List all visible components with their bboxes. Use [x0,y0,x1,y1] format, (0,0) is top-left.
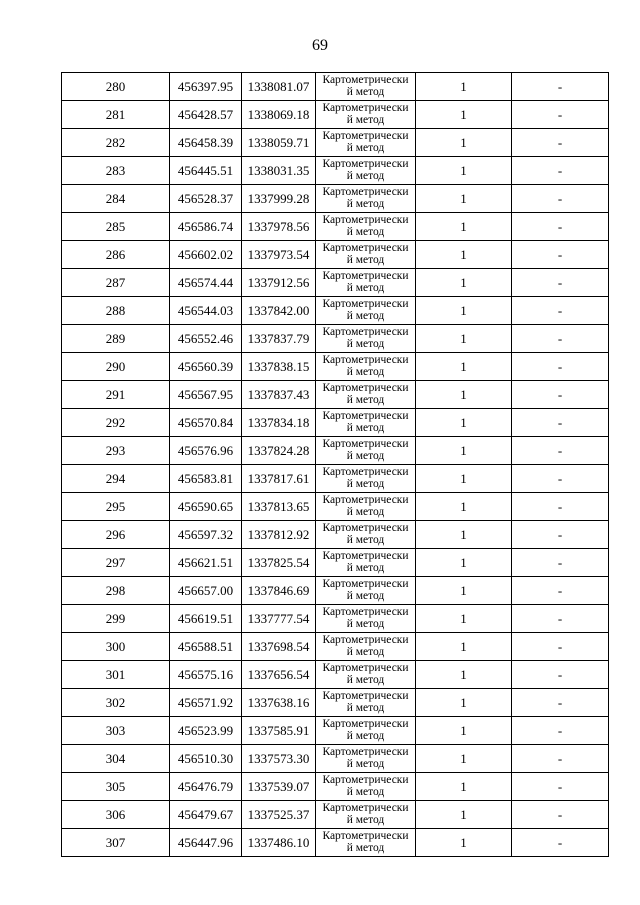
y-coordinate-cell: 1337846.69 [242,577,316,605]
method-line-1: Картометрически [322,298,409,310]
x-coordinate-cell: 456476.79 [170,773,242,801]
x-coordinate-cell: 456576.96 [170,437,242,465]
note-cell: - [512,437,609,465]
method-line-1: Картометрически [322,718,409,730]
method-line-2: й метод [346,170,385,182]
note-cell: - [512,605,609,633]
y-coordinate-cell: 1337812.92 [242,521,316,549]
precision-cell: 1 [416,325,512,353]
method-line-2: й метод [346,590,385,602]
point-number-cell: 306 [62,801,170,829]
y-coordinate-cell: 1337486.10 [242,829,316,857]
point-number-cell: 284 [62,185,170,213]
point-number-cell: 307 [62,829,170,857]
x-coordinate-cell: 456570.84 [170,409,242,437]
method-line-1: Картометрически [322,802,409,814]
y-coordinate-cell: 1337539.07 [242,773,316,801]
table-row [62,717,609,745]
method-line-1: Картометрически [322,578,409,590]
coordinates-table [61,72,609,857]
x-coordinate-cell: 456621.51 [170,549,242,577]
table-row [62,73,609,101]
note-cell: - [512,241,609,269]
method-cell [316,185,416,213]
y-coordinate-cell: 1337825.54 [242,549,316,577]
y-coordinate-cell: 1338059.71 [242,129,316,157]
method-line-1: Картометрически [322,438,409,450]
point-number-cell: 292 [62,409,170,437]
method-cell [316,465,416,493]
x-coordinate-cell: 456397.95 [170,73,242,101]
method-cell [316,101,416,129]
y-coordinate-cell: 1337973.54 [242,241,316,269]
method-cell [316,213,416,241]
point-number-cell: 302 [62,689,170,717]
precision-cell: 1 [416,745,512,773]
x-coordinate-cell: 456445.51 [170,157,242,185]
method-line-1: Картометрически [322,466,409,478]
page-number: 69 [312,37,328,54]
note-cell: - [512,801,609,829]
table-row [62,605,609,633]
method-cell [316,241,416,269]
method-line-2: й метод [346,786,385,798]
note-cell: - [512,717,609,745]
table-row [62,241,609,269]
x-coordinate-cell: 456567.95 [170,381,242,409]
table-row [62,185,609,213]
note-cell: - [512,157,609,185]
point-number-cell: 280 [62,73,170,101]
method-line-1: Картометрически [322,158,409,170]
precision-cell: 1 [416,269,512,297]
precision-cell: 1 [416,409,512,437]
note-cell: - [512,353,609,381]
x-coordinate-cell: 456510.30 [170,745,242,773]
x-coordinate-cell: 456571.92 [170,689,242,717]
note-cell: - [512,213,609,241]
y-coordinate-cell: 1337978.56 [242,213,316,241]
method-line-1: Картометрически [322,690,409,702]
note-cell: - [512,465,609,493]
method-cell [316,633,416,661]
x-coordinate-cell: 456588.51 [170,633,242,661]
note-cell: - [512,129,609,157]
y-coordinate-cell: 1337842.00 [242,297,316,325]
point-number-cell: 286 [62,241,170,269]
method-line-1: Картометрически [322,270,409,282]
method-line-1: Картометрически [322,774,409,786]
x-coordinate-cell: 456479.67 [170,801,242,829]
x-coordinate-cell: 456583.81 [170,465,242,493]
method-cell [316,829,416,857]
note-cell: - [512,101,609,129]
method-line-1: Картометрически [322,74,409,86]
method-line-2: й метод [346,506,385,518]
method-line-1: Картометрически [322,102,409,114]
precision-cell: 1 [416,73,512,101]
method-line-1: Картометрически [322,522,409,534]
table-row [62,269,609,297]
method-cell [316,773,416,801]
point-number-cell: 301 [62,661,170,689]
note-cell: - [512,185,609,213]
method-line-2: й метод [346,198,385,210]
y-coordinate-cell: 1338031.35 [242,157,316,185]
point-number-cell: 293 [62,437,170,465]
method-cell [316,409,416,437]
method-line-1: Картометрически [322,662,409,674]
note-cell: - [512,493,609,521]
precision-cell: 1 [416,353,512,381]
note-cell: - [512,73,609,101]
method-line-2: й метод [346,422,385,434]
precision-cell: 1 [416,661,512,689]
method-line-2: й метод [346,338,385,350]
table-row [62,493,609,521]
table-row [62,409,609,437]
note-cell: - [512,325,609,353]
method-cell [316,157,416,185]
precision-cell: 1 [416,297,512,325]
point-number-cell: 296 [62,521,170,549]
table-row [62,661,609,689]
x-coordinate-cell: 456586.74 [170,213,242,241]
point-number-cell: 299 [62,605,170,633]
method-cell [316,437,416,465]
method-cell [316,353,416,381]
y-coordinate-cell: 1337698.54 [242,633,316,661]
x-coordinate-cell: 456458.39 [170,129,242,157]
method-cell [316,325,416,353]
x-coordinate-cell: 456552.46 [170,325,242,353]
precision-cell: 1 [416,465,512,493]
precision-cell: 1 [416,801,512,829]
x-coordinate-cell: 456602.02 [170,241,242,269]
method-cell [316,577,416,605]
table-row [62,437,609,465]
x-coordinate-cell: 456544.03 [170,297,242,325]
x-coordinate-cell: 456560.39 [170,353,242,381]
precision-cell: 1 [416,633,512,661]
method-line-2: й метод [346,450,385,462]
x-coordinate-cell: 456575.16 [170,661,242,689]
table-row [62,297,609,325]
table-row [62,353,609,381]
x-coordinate-cell: 456597.32 [170,521,242,549]
point-number-cell: 300 [62,633,170,661]
point-number-cell: 294 [62,465,170,493]
table-row [62,801,609,829]
table-row [62,129,609,157]
method-line-1: Картометрически [322,410,409,422]
y-coordinate-cell: 1337777.54 [242,605,316,633]
method-cell [316,549,416,577]
method-cell [316,381,416,409]
method-line-1: Картометрически [322,214,409,226]
note-cell: - [512,297,609,325]
note-cell: - [512,773,609,801]
y-coordinate-cell: 1337834.18 [242,409,316,437]
method-cell [316,605,416,633]
precision-cell: 1 [416,381,512,409]
precision-cell: 1 [416,577,512,605]
x-coordinate-cell: 456528.37 [170,185,242,213]
note-cell: - [512,745,609,773]
precision-cell: 1 [416,493,512,521]
point-number-cell: 305 [62,773,170,801]
y-coordinate-cell: 1337824.28 [242,437,316,465]
method-line-1: Картометрически [322,634,409,646]
precision-cell: 1 [416,213,512,241]
y-coordinate-cell: 1337837.79 [242,325,316,353]
table-row [62,465,609,493]
note-cell: - [512,549,609,577]
note-cell: - [512,521,609,549]
point-number-cell: 304 [62,745,170,773]
method-line-2: й метод [346,646,385,658]
precision-cell: 1 [416,773,512,801]
method-line-1: Картометрически [322,326,409,338]
method-line-1: Картометрически [322,130,409,142]
y-coordinate-cell: 1337837.43 [242,381,316,409]
method-cell [316,269,416,297]
table-row [62,773,609,801]
method-line-2: й метод [346,618,385,630]
y-coordinate-cell: 1337912.56 [242,269,316,297]
table-row [62,745,609,773]
coordinates-table-body [62,73,609,857]
y-coordinate-cell: 1337813.65 [242,493,316,521]
method-line-2: й метод [346,226,385,238]
method-line-1: Картометрически [322,494,409,506]
method-line-2: й метод [346,114,385,126]
point-number-cell: 282 [62,129,170,157]
note-cell: - [512,381,609,409]
note-cell: - [512,269,609,297]
y-coordinate-cell: 1337656.54 [242,661,316,689]
point-number-cell: 291 [62,381,170,409]
table-row [62,549,609,577]
precision-cell: 1 [416,549,512,577]
table-row [62,381,609,409]
method-line-2: й метод [346,674,385,686]
method-line-2: й метод [346,254,385,266]
method-line-1: Картометрически [322,550,409,562]
x-coordinate-cell: 456590.65 [170,493,242,521]
y-coordinate-cell: 1338069.18 [242,101,316,129]
precision-cell: 1 [416,185,512,213]
method-cell [316,297,416,325]
table-row [62,101,609,129]
precision-cell: 1 [416,829,512,857]
method-line-2: й метод [346,758,385,770]
method-line-2: й метод [346,282,385,294]
precision-cell: 1 [416,129,512,157]
point-number-cell: 287 [62,269,170,297]
y-coordinate-cell: 1337638.16 [242,689,316,717]
precision-cell: 1 [416,101,512,129]
point-number-cell: 298 [62,577,170,605]
y-coordinate-cell: 1338081.07 [242,73,316,101]
table-row [62,325,609,353]
method-line-2: й метод [346,86,385,98]
method-line-2: й метод [346,730,385,742]
method-line-1: Картометрически [322,830,409,842]
note-cell: - [512,829,609,857]
method-cell [316,521,416,549]
method-line-2: й метод [346,534,385,546]
precision-cell: 1 [416,689,512,717]
precision-cell: 1 [416,157,512,185]
method-line-2: й метод [346,478,385,490]
point-number-cell: 283 [62,157,170,185]
method-line-1: Картометрически [322,242,409,254]
y-coordinate-cell: 1337838.15 [242,353,316,381]
method-line-1: Картометрически [322,354,409,366]
precision-cell: 1 [416,605,512,633]
method-cell [316,493,416,521]
method-cell [316,745,416,773]
method-cell [316,689,416,717]
method-cell [316,801,416,829]
method-cell [316,717,416,745]
table-row [62,829,609,857]
method-line-2: й метод [346,814,385,826]
y-coordinate-cell: 1337999.28 [242,185,316,213]
point-number-cell: 285 [62,213,170,241]
precision-cell: 1 [416,437,512,465]
point-number-cell: 290 [62,353,170,381]
point-number-cell: 288 [62,297,170,325]
note-cell: - [512,577,609,605]
note-cell: - [512,689,609,717]
point-number-cell: 303 [62,717,170,745]
x-coordinate-cell: 456619.51 [170,605,242,633]
point-number-cell: 281 [62,101,170,129]
point-number-cell: 295 [62,493,170,521]
table-row [62,157,609,185]
method-cell [316,661,416,689]
method-cell [316,129,416,157]
point-number-cell: 297 [62,549,170,577]
x-coordinate-cell: 456447.96 [170,829,242,857]
y-coordinate-cell: 1337573.30 [242,745,316,773]
method-line-2: й метод [346,366,385,378]
method-line-1: Картометрически [322,606,409,618]
method-line-1: Картометрически [322,746,409,758]
table-row [62,213,609,241]
y-coordinate-cell: 1337525.37 [242,801,316,829]
method-cell [316,73,416,101]
x-coordinate-cell: 456574.44 [170,269,242,297]
method-line-2: й метод [346,702,385,714]
method-line-2: й метод [346,562,385,574]
point-number-cell: 289 [62,325,170,353]
method-line-1: Картометрически [322,186,409,198]
precision-cell: 1 [416,521,512,549]
table-row [62,577,609,605]
method-line-2: й метод [346,310,385,322]
note-cell: - [512,633,609,661]
method-line-2: й метод [346,394,385,406]
method-line-1: Картометрически [322,382,409,394]
method-line-2: й метод [346,842,385,854]
y-coordinate-cell: 1337817.61 [242,465,316,493]
table-row [62,689,609,717]
x-coordinate-cell: 456428.57 [170,101,242,129]
precision-cell: 1 [416,717,512,745]
method-line-2: й метод [346,142,385,154]
table-row [62,521,609,549]
y-coordinate-cell: 1337585.91 [242,717,316,745]
x-coordinate-cell: 456523.99 [170,717,242,745]
table-row [62,633,609,661]
x-coordinate-cell: 456657.00 [170,577,242,605]
note-cell: - [512,661,609,689]
note-cell: - [512,409,609,437]
precision-cell: 1 [416,241,512,269]
